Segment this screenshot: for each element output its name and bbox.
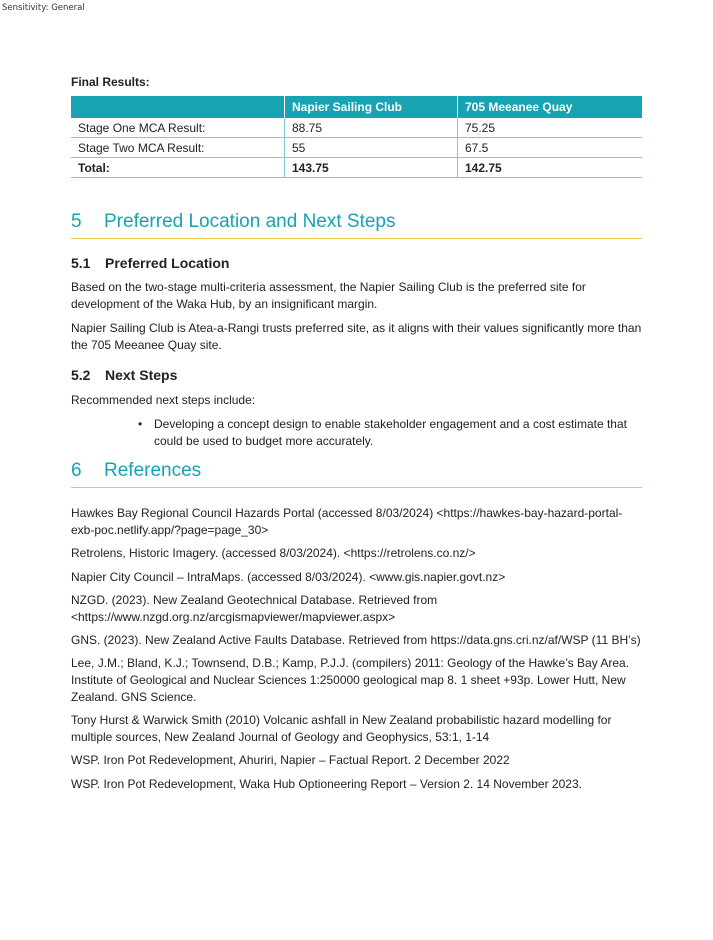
- section-title: References: [104, 460, 202, 481]
- reference-item: Hawkes Bay Regional Council Hazards Portal (accessed 8/03/2024) <https://hawkes-bay-hazard-portal-exb-poc.netlify.app/?page=page_30>: [71, 506, 623, 537]
- table-header-cell: 705 Meeanee Quay: [458, 96, 643, 118]
- table-header-cell: [71, 96, 285, 118]
- section-title: Preferred Location and Next Steps: [104, 211, 396, 232]
- paragraph: Napier Sailing Club is Atea-a-Rangi trusts preferred site, as it aligns with their values significantly more than the 705 Meeanee Quay site.: [71, 321, 642, 352]
- table-cell: Stage One MCA Result:: [71, 118, 285, 138]
- list-item-text: Developing a concept design to enable stakeholder engagement and a cost estimate that could be used to budget more accurately.: [154, 417, 627, 448]
- reference-item: WSP. Iron Pot Redevelopment, Waka Hub Optioneering Report – Version 2. 14 November 2023.: [71, 777, 582, 791]
- reference-item: NZGD. (2023). New Zealand Geotechnical Database. Retrieved from <https://www.nzgd.org.nz/arcgismapviewer/mapviewer.aspx>: [71, 593, 438, 624]
- reference-item: Tony Hurst & Warwick Smith (2010) Volcanic ashfall in New Zealand probabilistic hazard modelling for multiple sources, New Zealand Journal of Geology and Geophysics, 53:1, 1-14: [71, 713, 612, 744]
- bullet-icon: •: [138, 417, 143, 431]
- table-cell: Stage Two MCA Result:: [71, 138, 285, 158]
- reference-item: Retrolens, Historic Imagery. (accessed 8/03/2024). <https://retrolens.co.nz/>: [71, 546, 476, 560]
- subsection-number: 5.2: [71, 367, 91, 383]
- table-cell: Total:: [71, 158, 285, 178]
- sensitivity-label: Sensitivity: General: [2, 3, 85, 13]
- table-row-total: [71, 158, 642, 178]
- subsection-5-1-heading: [71, 255, 229, 271]
- subsection-title: Next Steps: [105, 367, 178, 383]
- table-header-row: [71, 96, 642, 118]
- list-item: [138, 416, 629, 450]
- table-cell: 75.25: [458, 118, 643, 138]
- paragraph: Recommended next steps include:: [71, 393, 256, 407]
- final-results-table: [71, 96, 642, 178]
- reference-item: GNS. (2023). New Zealand Active Faults Database. Retrieved from https://data.gns.cri.nz/af/WSP (11 BH’s): [71, 633, 641, 647]
- reference-item: Napier City Council – IntraMaps. (accessed 8/03/2024). <www.gis.napier.govt.nz>: [71, 570, 506, 584]
- section-number: 6: [71, 460, 82, 481]
- subsection-number: 5.1: [71, 255, 91, 271]
- subsection-title: Preferred Location: [105, 255, 230, 271]
- reference-item: WSP. Iron Pot Redevelopment, Ahuriri, Napier – Factual Report. 2 December 2022: [71, 753, 510, 767]
- table-cell: 143.75: [285, 158, 458, 178]
- final-results-title: Final Results:: [71, 75, 150, 89]
- reference-item: Lee, J.M.; Bland, K.J.; Townsend, D.B.; Kamp, P.J.J. (compilers) 2011: Geology of the Hawke’s Bay Area. Institute of Geological and Nuclear Sciences 1:250000 geological map 8. 1 sheet +93p. Lower Hutt, New Zealand. GNS Science.: [71, 656, 630, 704]
- table-cell: 67.5: [458, 138, 643, 158]
- table-cell: 55: [285, 138, 458, 158]
- subsection-5-2-heading: [71, 367, 177, 383]
- table-row: [71, 118, 642, 138]
- section-5-heading: [71, 211, 642, 239]
- table-header-cell: Napier Sailing Club: [285, 96, 458, 118]
- section-6-heading: [71, 460, 642, 488]
- paragraph: Based on the two-stage multi-criteria assessment, the Napier Sailing Club is the preferred site for development of the Waka Hub, by an insignificant margin.: [71, 280, 586, 311]
- table-cell: 142.75: [458, 158, 643, 178]
- section-number: 5: [71, 211, 82, 232]
- table-cell: 88.75: [285, 118, 458, 138]
- table-row: [71, 138, 642, 158]
